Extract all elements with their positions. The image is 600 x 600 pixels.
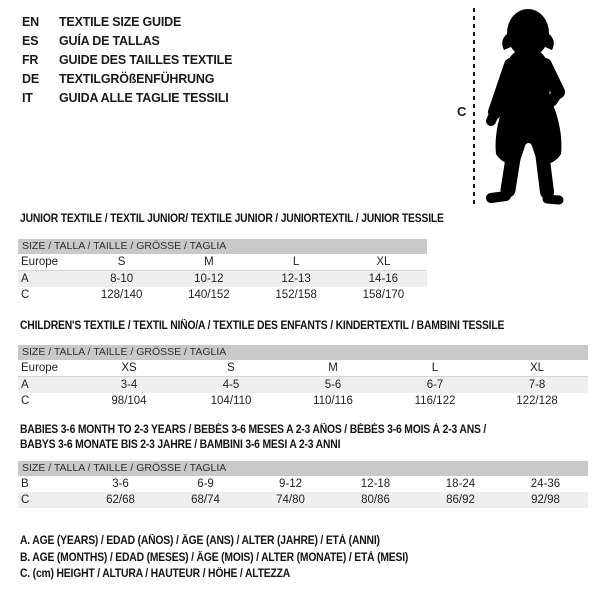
junior-grid [18,254,427,303]
table-row [18,393,588,409]
size-cell: 98/104 [111,395,147,407]
language-code: ES [22,34,39,48]
size-cell: L [253,254,340,271]
size-header-bar: SIZE / TALLA / TAILLE / GRÖSSE / TAGLIA [18,239,427,254]
table-row [18,271,427,288]
row-label: A [21,273,29,285]
size-cell: L [384,360,486,377]
table-row [18,492,588,508]
size-header-bar: SIZE / TALLA / TAILLE / GRÖSSE / TAGLIA [18,461,588,476]
size-cell: 128/140 [100,289,143,301]
size-cell: S [180,360,282,377]
babies-table-title-line1: BABIES 3-6 MONTH TO 2-3 YEARS / BEBÉS 3-6 MESES A 2-3 AÑOS / BÉBÉS 3-6 MOIS À 2-3 ANS / [20,424,487,436]
language-title: GUIDE DES TAILLES TEXTILE [59,53,233,67]
size-cell: 86/92 [446,494,475,506]
size-cell: 62/68 [106,494,135,506]
row-label: C [21,494,30,506]
size-cell: 8-10 [110,273,134,285]
size-cell: 152/158 [275,289,317,301]
size-cell: 12-18 [360,478,391,490]
language-list [22,13,232,108]
language-code: DE [22,72,39,86]
size-cell: 7-8 [528,379,546,391]
language-code: EN [22,15,39,29]
size-cell: 68/74 [191,494,220,506]
size-cell: XL [486,360,588,377]
table-row [18,476,588,492]
children-size-table [18,345,588,409]
size-cell: XL [340,254,427,271]
language-row-en [22,13,232,32]
language-title: TEXTILGRÖßENFÜHRUNG [59,72,215,86]
row-label: Europe [18,254,78,271]
size-cell: S [78,254,165,271]
table-row [18,377,588,394]
baby-silhouette-image [478,2,600,210]
table-row [18,254,427,271]
footnote-age-years: A. AGE (YEARS) / EDAD (AÑOS) / ÂGE (ANS) / ALTER (JAHRE) / ETÀ (ANNI) [20,535,380,547]
size-cell: 5-6 [324,379,342,391]
language-code: FR [22,53,39,67]
children-table-title: CHILDREN'S TEXTILE / TEXTIL NIÑO/A / TEXTILE DES ENFANTS / KINDERTEXTIL / BAMBINI TESSILE [20,320,505,332]
size-cell: 4-5 [222,379,240,391]
language-row-es [22,32,232,51]
size-cell: 9-12 [278,478,303,490]
row-label: C [21,289,30,301]
size-cell: 3-6 [112,478,129,490]
language-row-de [22,70,232,89]
size-cell: 140/152 [188,289,230,301]
height-dashed-line [473,8,475,206]
children-grid [18,360,588,409]
size-cell: M [282,360,384,377]
size-cell: 92/98 [531,494,560,506]
size-cell: 3-4 [120,379,138,391]
size-cell: M [165,254,252,271]
size-header-bar: SIZE / TALLA / TAILLE / GRÖSSE / TAGLIA [18,345,588,360]
junior-size-table [18,239,427,303]
size-cell: 24-36 [530,478,561,490]
size-cell: 6-9 [197,478,214,490]
size-cell: 18-24 [445,478,476,490]
language-row-it [22,89,232,108]
language-title: GUIDA ALLE TAGLIE TESSILI [59,91,229,105]
size-cell: 6-7 [426,379,444,391]
size-cell: XS [78,360,180,377]
footnote-age-months: B. AGE (MONTHS) / EDAD (MESES) / ÂGE (MOIS) / ALTER (MONATE) / ETÀ (MESI) [20,551,409,564]
size-cell: 158/170 [362,289,405,301]
babies-grid [18,476,588,508]
size-cell: 12-13 [281,273,311,285]
table-row [18,287,427,303]
row-label: C [21,395,30,407]
row-label: A [21,379,29,391]
junior-table-title: JUNIOR TEXTILE / TEXTIL JUNIOR/ TEXTILE JUNIOR / JUNIORTEXTIL / JUNIOR TESSILE [20,213,444,225]
size-cell: 116/122 [414,395,456,407]
language-title: TEXTILE SIZE GUIDE [59,15,182,29]
size-cell: 14-16 [368,273,399,285]
height-measure-label: C [457,104,467,119]
table-row [18,360,588,377]
language-code: IT [22,91,33,105]
footnote-height: C. (cm) HEIGHT / ALTURA / HAUTEUR / HÖHE / ALTEZZA [20,568,291,580]
language-row-fr [22,51,232,70]
babies-table-title-line2: BABYS 3-6 MONATE BIS 2-3 JAHRE / BAMBINI 3-6 MESI A 2-3 ANNI [20,439,341,451]
size-cell: 10-12 [194,273,224,285]
row-label: Europe [18,360,78,377]
size-cell: 122/128 [516,395,558,407]
language-title: GUÍA DE TALLAS [59,34,160,48]
size-cell: 80/86 [361,494,390,506]
size-cell: 74/80 [276,494,305,506]
babies-size-table [18,461,588,508]
footnotes [20,533,451,583]
size-cell: 104/110 [210,395,252,407]
row-label: B [21,478,29,490]
size-cell: 110/116 [313,395,353,407]
